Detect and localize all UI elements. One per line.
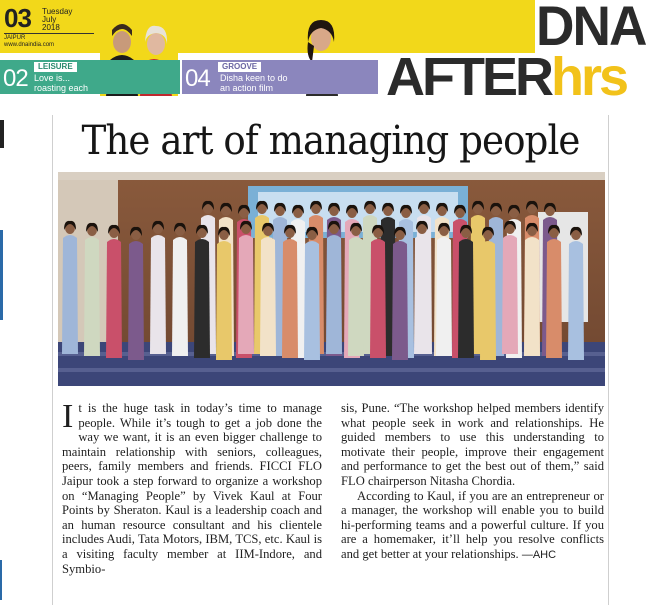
photo-person	[502, 235, 518, 354]
masthead-band	[0, 0, 535, 53]
photo-person	[282, 239, 298, 358]
photo-person	[414, 235, 430, 354]
group-photo	[58, 172, 605, 386]
photo-person	[436, 237, 452, 356]
photo-person	[458, 239, 474, 358]
article-paragraph: sis, Pune. “The workshop helped members identify what people seek in work and relationships. He guided members to use this understanding to motivate their people, improve their engagement and performance to get the best out of them,” said FLO chairperson Nitasha Chordia.	[341, 401, 604, 488]
date-month: July	[42, 15, 57, 24]
photo-person	[568, 241, 584, 360]
article-paragraph	[341, 489, 604, 562]
teaser-section-tag: LEISURE	[34, 62, 77, 72]
photo-person	[238, 235, 254, 354]
website-url: www.dnaindia.com	[4, 42, 55, 48]
article-column-right	[341, 401, 604, 562]
edition-city: JAIPUR	[4, 35, 26, 41]
photo-person	[348, 237, 364, 356]
article-column-left	[62, 398, 322, 576]
after-hrs-logo-accent: hrs	[550, 47, 627, 107]
teaser-page-number: 04	[185, 65, 210, 92]
photo-person	[150, 235, 166, 354]
photo-person	[304, 241, 320, 360]
adjacent-page-edge	[0, 560, 2, 600]
date-weekday: Tuesday	[42, 7, 73, 16]
article-body-text: t is the huge task in today’s time to manage people. While it’s tough to get a job done the way we want, it is an even bigger challenge to maintain relationship with seniors, colleagues, peers, family members and friends. FICCI FLO Jaipur took a step forward to organize a workshop on “Managing People” by Vivek Kaul at Four Points by Sheraton. Kaul is a leadership coach and an human resource consultant and his clientele includes Audi, Tata Motors, IBM, TCS, etc. Kaul is a visiting faculty member at IIM-Indore, and Symbio-	[62, 401, 322, 576]
photo-person	[524, 237, 540, 356]
photo-person	[128, 241, 144, 360]
photo-person	[172, 237, 188, 356]
drop-cap: I	[62, 398, 74, 435]
photo-person	[370, 239, 386, 358]
masthead	[0, 0, 652, 108]
photo-person	[392, 241, 408, 360]
teaser-text: Disha keen to do an action film	[220, 73, 288, 93]
adjacent-page-edge	[0, 120, 4, 148]
date-year: 2018	[42, 23, 60, 32]
photo-person	[62, 235, 78, 354]
photo-person	[106, 239, 122, 358]
photo-person	[84, 237, 100, 356]
date-rule	[4, 33, 94, 34]
article-paragraph-text: According to Kaul, if you are an entrepreneur or a manager, the workshop will enable you to build hi-performing teams and a powerful culture. If you are a homemaker, it’ll help you resolve conflicts and get better at your relationships.	[341, 488, 604, 561]
teaser-groove[interactable]	[182, 60, 378, 94]
teaser-section-tag: GROOVE	[218, 62, 261, 72]
byline: —AHC	[521, 548, 557, 561]
photo-person	[260, 237, 276, 356]
dna-logo: DNA	[536, 0, 646, 57]
adjacent-page-edge	[0, 230, 3, 320]
article-headline: The art of managing people	[81, 118, 580, 164]
photo-person	[216, 241, 232, 360]
photo-person	[326, 235, 342, 354]
photo-person	[546, 239, 562, 358]
teaser-text: Love is... roasting each other	[34, 73, 89, 103]
photo-person	[194, 239, 210, 358]
photo-person	[480, 241, 496, 360]
after-hrs-logo-main: AFTER	[386, 47, 551, 107]
teaser-page-number: 02	[3, 65, 28, 92]
after-hrs-logo	[386, 47, 627, 107]
teaser-leisure[interactable]	[0, 60, 180, 103]
date-day: 03	[4, 3, 31, 33]
